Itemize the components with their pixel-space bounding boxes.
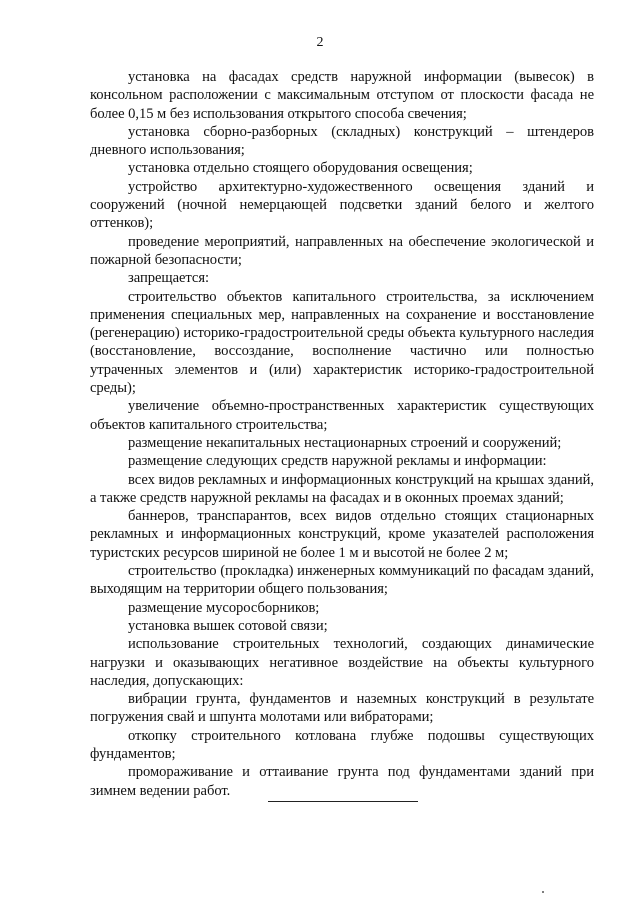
paragraph: установка отдельно стоящего оборудования освещения; <box>128 160 473 177</box>
paragraph: баннеров, транспарантов, всех видов отдельно стоящих стационарных рекламных и информационных конструкций, кроме указателей расположения туристских ресурсов шириной не более 1 м и высотой не более 2 м; <box>90 508 594 561</box>
document-body <box>90 68 594 800</box>
paragraph: использование строительных технологий, создающих динамические нагрузки и оказывающих негативное воздействие на объекты культурного наследия, допускающих: <box>90 636 594 689</box>
paragraph: строительство объектов капитального строительства, за исключением применения специальных мер, направленных на сохранение и восстановление (регенерацию) историко-градостроительной среды объекта культурного наследия (восстановление, воссоздание, восполнение частично или полностью утраченных элементов и (или) характеристик историко-градостроительной среды); <box>90 288 594 397</box>
paragraph: устройство архитектурно-художественного освещения зданий и сооружений (ночной немерцающей подсветки зданий белого и желтого оттенков); <box>90 178 594 232</box>
paragraph: промораживание и оттаивание грунта под фундаментами зданий при зимнем ведении работ. <box>90 764 594 799</box>
paragraph: строительство (прокладка) инженерных коммуникаций по фасадам зданий, выходящим на территории общего пользования; <box>90 563 594 598</box>
paragraph-heading: запрещается: <box>128 270 210 287</box>
paragraph: размещение некапитальных нестационарных строений и сооружений; <box>128 434 562 451</box>
paragraph: установка на фасадах средств наружной информации (вывесок) в консольном расположении с максимальным отступом от плоскости фасада не более 0,15 м без использования открытого способа свечения; <box>90 69 594 122</box>
scan-speck <box>542 891 544 893</box>
paragraph: всех видов рекламных и информационных конструкций на крышах зданий, а также средств наружной рекламы на фасадах и в оконных проемах зданий; <box>90 471 594 506</box>
page-number: 2 <box>316 35 324 50</box>
paragraph: установка сборно-разборных (складных) конструкций – штендеров дневного использования; <box>90 123 594 159</box>
paragraph: размещение следующих средств наружной рекламы и информации: <box>128 453 547 470</box>
paragraph: вибрации грунта, фундаментов и наземных конструкций в результате погружения свай и шпунта молотами или вибраторами; <box>90 691 594 726</box>
end-of-text-rule <box>268 801 418 802</box>
paragraph: установка вышек сотовой связи; <box>128 617 328 634</box>
paragraph: проведение мероприятий, направленных на обеспечение экологической и пожарной безопасности; <box>90 233 594 268</box>
paragraph: откопку строительного котлована глубже подошвы существующих фундаментов; <box>90 727 594 762</box>
paragraph: размещение мусоросборников; <box>128 599 320 616</box>
paragraph: увеличение объемно-пространственных характеристик существующих объектов капитального строительства; <box>90 398 594 433</box>
